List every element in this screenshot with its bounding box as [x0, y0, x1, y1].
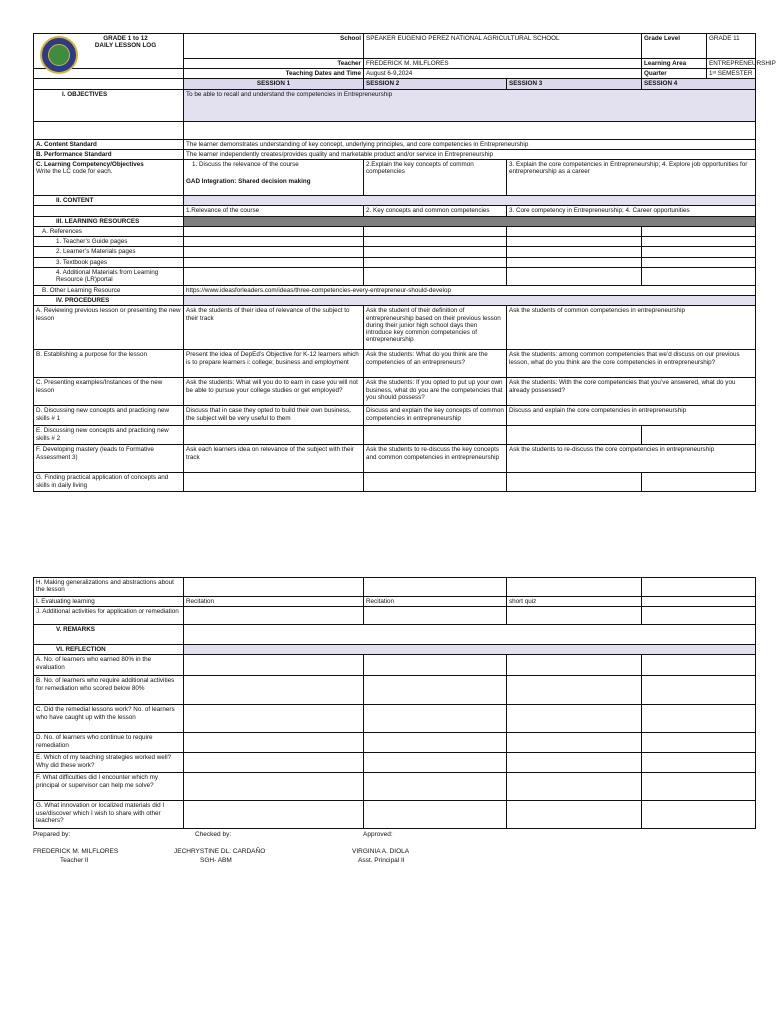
content-standard-label: A. Content Standard	[34, 139, 184, 149]
procedures-label: IV. PROCEDURES	[34, 296, 184, 306]
reflection-f: F. What difficulties did I encounter which my principal or supervisor can help me solve?	[34, 773, 184, 801]
performance-standard-label: B. Performance Standard	[34, 149, 184, 159]
teacher-value: FREDERICK M. MILFLORES	[364, 59, 642, 69]
title-line-2: DAILY LESSON LOG	[94, 42, 157, 50]
checked-by-label: Checked by:	[195, 831, 232, 838]
teacher-label: Teacher	[184, 59, 364, 69]
proc-a-s3: Ask the students of common competencies in entrepreneurship	[507, 306, 756, 350]
eval-s1: Recitation	[184, 597, 364, 607]
header-title-cell	[34, 34, 184, 69]
references-label: A. References	[34, 226, 184, 236]
session-1-header: SESSION 1	[184, 79, 364, 89]
reflection-a: A. No. of learners who earned 80% in the evaluation	[34, 655, 184, 676]
proc-b-s3: Ask the students: among common competencies that we’d discuss on our previous lesson, what do you think are the core competencies in entrepreneurship?	[507, 350, 756, 378]
competency-label: C. Learning Competency/Objectives	[36, 161, 144, 169]
reflection-d: D. No. of learners who continue to require remediation	[34, 733, 184, 753]
quarter-value: 1ˢᵗ SEMESTER	[709, 70, 753, 78]
proc-e-label: E. Discussing new concepts and practicing new skills # 2	[34, 426, 184, 445]
school-label: School	[184, 34, 364, 59]
reflection-label: VI. REFLECTION	[34, 645, 184, 655]
proc-f-s2: Ask the students to re-discuss the key concepts and common competencies in entrepreneurship	[364, 445, 507, 473]
proc-b-s2: Ask the students: What do you think are the competencies of an entrepreneurs?	[364, 350, 507, 378]
other-resource-link: https://www.ideasforleaders.com/ideas/three-competencies-every-entrepreneur-should-develop	[184, 285, 756, 295]
content-s3: 3. Core competency in Entrepreneurship; 4. Career opportunities	[507, 206, 756, 216]
quarter-label: Quarter	[642, 69, 707, 78]
reflection-c: C. Did the remedial lessons work? No. of learners who have caught up with the lesson	[34, 705, 184, 733]
area-label: Learning Area	[642, 59, 707, 68]
proc-c-s1: Ask the students: What will you do to earn in case you will not be able to pursue your college studies or get employed?	[184, 378, 364, 406]
proc-a-s1: Ask the students of their idea of relevance of the subject to their track	[184, 306, 364, 350]
proc-a-s2: Ask the student of their definition of entrepreneurship based on their previous lesson during their junior high school days then introduce key common competencies of entrepreneurship	[364, 306, 507, 350]
session-4-header: SESSION 4	[642, 79, 756, 89]
proc-d-s1: Discuss that in case they opted to build their own business, the subject will be very useful to them	[184, 406, 364, 426]
eval-label: I. Evaluating learning	[34, 597, 184, 607]
approved-name: VIRGINIA A. DIOLA	[352, 848, 410, 855]
approved-title: Asst. Principal II	[358, 857, 405, 864]
proc-f-s1: Ask each learners idea on relevance of the subject with their track	[184, 445, 364, 473]
school-value: SPEAKER EUGENIO PEREZ NATIONAL AGRICULTURAL SCHOOL	[364, 34, 642, 59]
lr-label: 4. Additional Materials from Learning Resource (LR)portal	[34, 267, 184, 285]
grade-label: Grade Level	[642, 34, 707, 58]
content-label: II. CONTENT	[34, 196, 184, 206]
grade-value: GRADE 11	[709, 35, 740, 42]
proc-c-s2: Ask the students: If you opted to put up your own business, what do you are the competencies that you should possess?	[364, 378, 507, 406]
content-standard-text: The learner demonstrates understanding of key concept, underlying principles, and core competencies in Entrepreneurship	[184, 139, 756, 149]
reflection-g: G. What innovation or localized materials did I use/discover which I wish to share with other teachers?	[34, 801, 184, 829]
dll-continued-table	[33, 577, 756, 829]
competency-sub: Write the LC code for each.	[36, 168, 113, 176]
proc-d-s3: Discuss and explain the core competencies in entrepreneurship	[507, 406, 756, 426]
proc-f-s3: Ask the students to re-discuss the core competencies in entrepreneurship	[507, 445, 756, 473]
dll-main-table	[33, 33, 776, 492]
remarks-label: V. REMARKS	[34, 625, 184, 645]
objectives-text: To be able to recall and understand the competencies in Entrepreneurship	[184, 89, 756, 121]
other-resource-label: B. Other Learning Resource	[34, 285, 184, 295]
objectives-label: I. OBJECTIVES	[34, 89, 184, 121]
proc-g-label: G. Finding practical application of concepts and skills in daily living	[34, 473, 184, 492]
competency-s3: 3. Explain the core competencies in Entrepreneurship; 4. Explore job opportunities for entrepreneurship as a career	[507, 160, 756, 196]
proc-f-label: F. Developing mastery (leads to Formative Assessment 3)	[34, 445, 184, 473]
prepared-title: Teacher II	[60, 857, 89, 864]
proc-a-label: A. Reviewing previous lesson or presenting the new lesson	[34, 306, 184, 350]
area-value: ENTREPRENEURSHIP	[709, 60, 776, 67]
prepared-by-label: Prepared by:	[33, 831, 71, 838]
resources-label: III. LEARNING RESOURCES	[34, 216, 184, 226]
proc-d-s2: Discuss and explain the key concepts of common competencies in entrepreneurship	[364, 406, 507, 426]
checked-name: JECHRYSTINE DL. CARDAÑO	[174, 848, 266, 855]
dll-page-2	[33, 577, 755, 829]
gad-integration: GAD Integration: Shared decision making	[186, 178, 311, 186]
tg-label: 1. Teacher’s Guide pages	[34, 237, 184, 247]
reflection-e: E. Which of my teaching strategies worked well? Why did these work?	[34, 753, 184, 773]
proc-d-label: D. Discussing new concepts and practicing new skills # 1	[34, 406, 184, 426]
eval-s3: short quiz	[507, 597, 642, 607]
dates-label: Teaching Dates and Time	[184, 69, 364, 79]
checked-title: SGH- ABM	[200, 857, 232, 864]
session-2-header: SESSION 2	[364, 79, 507, 89]
session-3-header: SESSION 3	[507, 79, 642, 89]
title-line-1: GRADE 1 to 12	[103, 35, 148, 42]
competency-s1: 1. Discuss the relevance of the course GAD Integration: Shared decision making	[184, 160, 364, 196]
approved-label: Approved:	[363, 831, 393, 838]
eval-s2: Recitation	[364, 597, 507, 607]
proc-b-label: B. Establishing a purpose for the lesson	[34, 350, 184, 378]
lm-label: 2. Learner’s Materials pages	[34, 247, 184, 257]
proc-c-s3: Ask the students: With the core competencies that you’ve answered, what do you already possessed?	[507, 378, 756, 406]
performance-standard-text: The learner independently creates/provides quality and marketable product and/or service in Entrepreneurship	[184, 149, 756, 159]
deped-seal-icon	[40, 36, 78, 74]
proc-c-label: C. Presenting examples/Instances of the new lesson	[34, 378, 184, 406]
prepared-name: FREDERICK M. MILFLORES	[33, 848, 119, 855]
resources-bar	[184, 216, 756, 226]
additional-label: J. Additional activities for application or remediation	[34, 607, 184, 625]
content-s1: 1.Relevance of the course	[184, 206, 364, 216]
competency-label-cell	[34, 160, 184, 196]
reflection-b: B. No. of learners who require additional activities for remediation who scored below 80%	[34, 676, 184, 705]
dll-page-1	[33, 33, 776, 492]
proc-b-s1: Present the idea of DepEd’s Objective for K-12 learners which is to prepare learners i: college; business and employment	[184, 350, 364, 378]
competency-s2: 2.Explain the key concepts of common competencies	[364, 160, 507, 196]
gen-label: H. Making generalizations and abstractions about the lesson	[34, 578, 184, 597]
tb-label: 3. Textbook pages	[34, 257, 184, 267]
dates-value: August 6-9,2024	[364, 69, 642, 79]
content-s2: 2. Key concepts and common competencies	[364, 206, 507, 216]
